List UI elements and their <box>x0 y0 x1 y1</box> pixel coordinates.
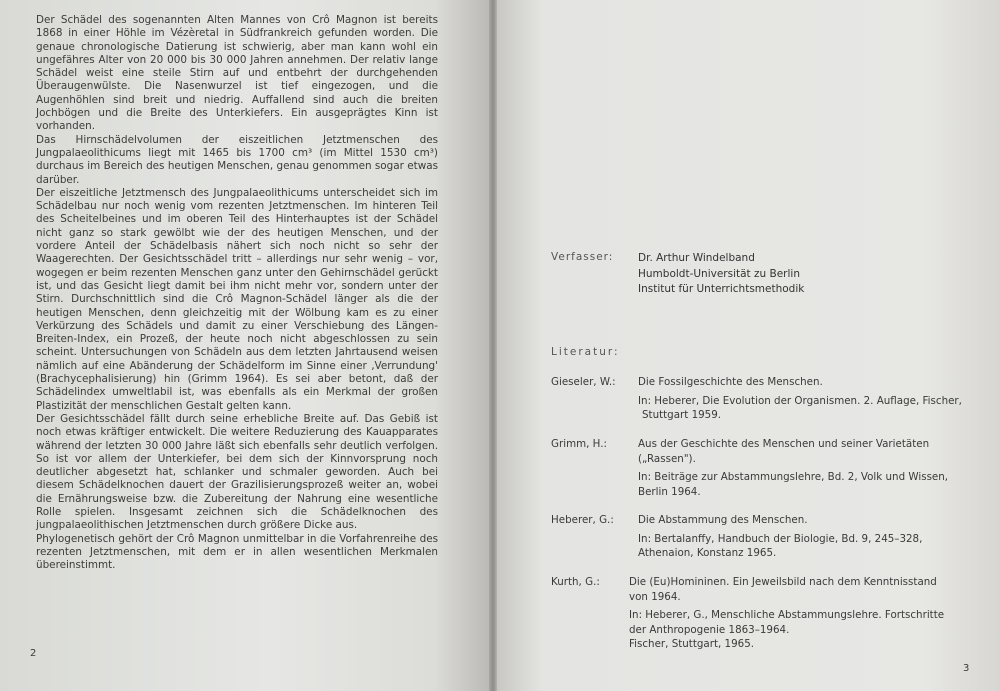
reference-body <box>638 437 988 499</box>
author-info <box>638 251 804 298</box>
body-text <box>36 14 438 572</box>
paragraph: Phylogenetisch gehört der Crô Magnon unmittelbar in die Vorfahrenreihe des rezenten Jetztmenschen, mit dem er in allen wesentlichen Merkmalen übereinstimmt. <box>36 532 438 572</box>
reference-line: Stuttgart 1959. <box>642 409 722 421</box>
page-number: 3 <box>963 663 970 674</box>
right-page <box>493 0 1000 691</box>
reference-body <box>638 513 988 561</box>
reference-line: Athenaion, Konstanz 1965. <box>638 547 777 559</box>
reference-line: Die (Eu)Homininen. Ein Jeweilsbild nach dem Kenntnisstand <box>629 576 937 588</box>
reference-line: von 1964. <box>629 590 681 603</box>
book-gutter <box>489 0 497 691</box>
paragraph: Der Gesichtsschädel fällt durch seine erhebliche Breite auf. Das Gebiß ist noch etwas kräftiger entwickelt. Die weitere Reduzierung des Kauapparates während der letzten 30 000 Jahre läßt sich ebenfalls sehr deutlich verfolgen. So ist vor allem der Unterkiefer, bei dem sich der Kinnvorsprung noch deutlicher abgesetzt hat, schlanker und schmaler geworden. Auch bei diesem Schädelknochen dauert der Grazilisierungsprozeß weiter an, wobei die Ernährungsweise bzw. die Zubereitung der Nahrung eine wesentliche Rolle spielen. Insgesamt zeichnen sich die Schädelknochen des jungpalaeolithischen Jetztmenschen durch größere Dicke aus. <box>36 412 438 532</box>
literature-heading: Literatur: <box>551 346 620 358</box>
paragraph: Der eiszeitliche Jetztmensch des Jungpalaeolithicums unterscheidet sich im Schädelbau nur noch wenig vom rezenten Jetztmenschen. Im hinteren Teil des Scheitelbeines und im oberen Teil des Hinterhauptes ist der Schädel nicht ganz so stark gewölbt wie der des heutigen Menschen, und der vordere Anteil der Schädelbasis nähert sich noch nicht so sehr der Waagerechten. Der Gesichtsschädel tritt – allerdings nur sehr wenig – vor, wogegen er beim rezenten Menschen ganz unter den Gehirnschädel gerückt ist, und das Gesicht liegt damit bei ihm nicht mehr vor, sondern unter der Stirn. Durchschnittlich sind die Crô Magnon-Schädel länger als die der heutigen Menschen, denn gleichzeitig mit der Wölbung kam es zu einer Verkürzung des Schädels und damit zu einer Verschiebung des Längen-Breiten-Index, ein Prozeß, der heute noch nicht abgeschlossen zu sein scheint. Untersuchungen von Schädeln aus dem letzten Jahrtausend weisen nämlich auf eine Abänderung der Schädelform im Sinne einer ‚Verrundung' (Brachycephalisierung) hin (Grimm 1964). Es sei aber betont, daß der Schädelindex umweltlabil ist, was ebenfalls als ein Merkmal der großen Plastizität der menschlichen Gestalt gelten kann. <box>36 186 438 412</box>
paragraph: Der Schädel des sogenannten Alten Mannes von Crô Magnon ist bereits 1868 in einer Höhle im Vézèretal in Südfrankreich gefunden worden. Die genaue chronologische Datierung ist schwierig, aber man kann wohl ein ungefähres Alter von 20 000 bis 30 000 Jahren annehmen. Der relativ lange Schädel weist eine steile Stirn auf und entbehrt der durchgehenden Überaugenwülste. Die Nasenwurzel ist tief eingezogen, und die Augenhöhlen sind breit und niedrig. Auffallend sind auch die breiten Jochbögen und die Breite des Unterkiefers. Ein ausgeprägtes Kinn ist vorhanden. <box>36 14 438 133</box>
reference-body <box>629 575 999 652</box>
reference-body <box>638 375 988 423</box>
reference-author: Grimm, H.: <box>551 438 607 450</box>
author-label: Verfasser: <box>551 251 614 263</box>
reference-author: Gieseler, W.: <box>551 376 616 388</box>
left-page <box>0 0 493 691</box>
reference-line: In: Bertalanffy, Handbuch der Biologie, Bd. 9, 245–328, <box>638 532 923 545</box>
reference-line: Die Abstammung des Menschen. <box>638 514 808 526</box>
page-number: 2 <box>30 648 37 659</box>
paragraph: Das Hirnschädelvolumen der eiszeitlichen Jetztmenschen des Jungpalaeolithicums liegt mit 1465 bis 1700 cm³ (im Mittel 1530 cm³) durchaus im Bereich des heutigen Menschen, genau genommen sogar etwas darüber. <box>36 133 438 186</box>
reference-line: In: Heberer, G., Menschliche Abstammungslehre. Fortschritte <box>629 609 945 621</box>
reference-line: Die Fossilgeschichte des Menschen. <box>638 376 823 388</box>
reference-author: Kurth, G.: <box>551 576 600 588</box>
author-institute: Institut für Unterrichtsmethodik <box>638 283 805 295</box>
reference-author: Heberer, G.: <box>551 514 614 526</box>
reference-line: In: Heberer, Die Evolution der Organismen. 2. Auflage, Fischer, <box>638 394 962 407</box>
reference-line: Aus der Geschichte des Menschen und seiner Varietäten <box>638 438 930 450</box>
reference-line: Fischer, Stuttgart, 1965. <box>629 638 755 650</box>
reference-line: der Anthropogenie 1863–1964. <box>629 623 790 636</box>
reference-line: („Rassen"). <box>638 452 696 465</box>
author-name: Dr. Arthur Windelband <box>638 252 755 264</box>
reference-line: In: Beiträge zur Abstammungslehre, Bd. 2, Volk und Wissen, <box>638 471 949 483</box>
author-affiliation: Humboldt-Universität zu Berlin <box>638 267 800 280</box>
reference-line: Berlin 1964. <box>638 485 701 498</box>
